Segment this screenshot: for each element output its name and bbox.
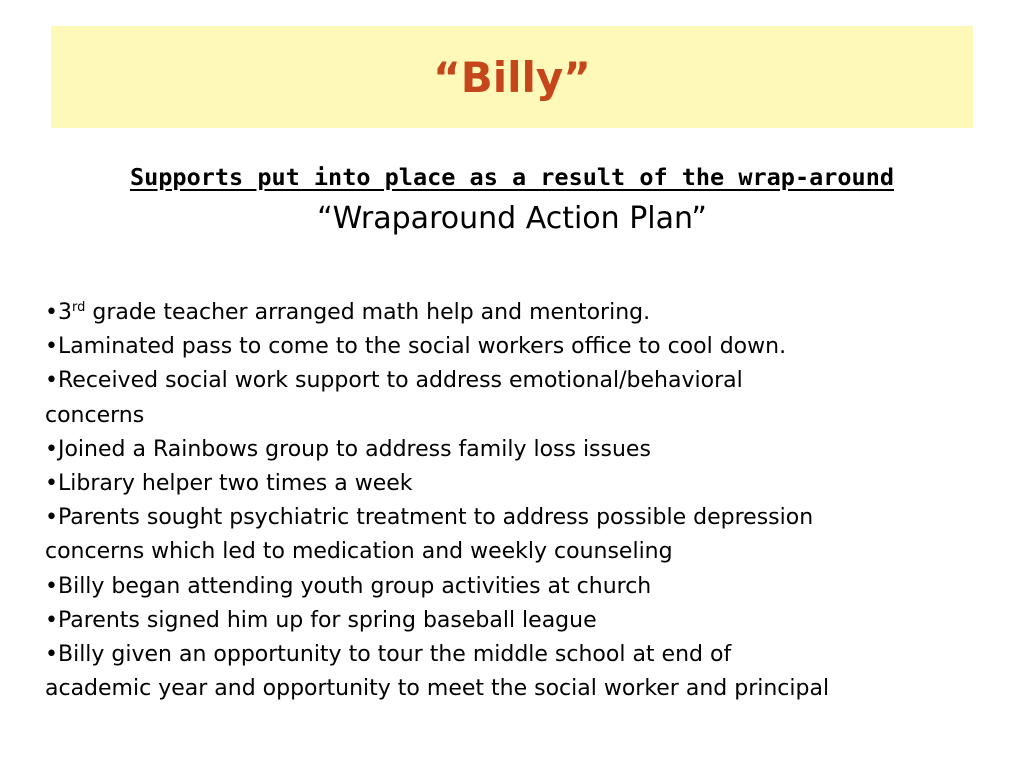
bullet-text: Parents signed him up for spring baseball league — [57, 607, 597, 633]
bullet-mark: • — [45, 607, 58, 633]
bullet-item-3 — [45, 364, 985, 398]
bullet-text: concerns which led to medication and weekly counseling — [45, 539, 673, 565]
bullet-mark: • — [45, 642, 58, 668]
bullet-mark: • — [45, 505, 58, 531]
bullet-text: Billy began attending youth group activities at church — [57, 573, 652, 599]
bullet-text: academic year and opportunity to meet the social worker and principal — [45, 676, 830, 702]
bullet-continuation-6 — [45, 535, 985, 569]
bullet-text: Received social work support to address emotional/behavioral — [57, 368, 743, 394]
bullet-text: Billy given an opportunity to tour the middle school at end of — [57, 642, 732, 668]
bullet-list — [45, 296, 985, 706]
bullet-mark: • — [45, 300, 58, 325]
bullet-text: Joined a Rainbows group to address family loss issues — [57, 436, 651, 462]
grade-superscript: rd — [71, 300, 86, 315]
bullet-continuation-9 — [45, 672, 985, 706]
bullet-mark: • — [45, 436, 58, 462]
bullet-item-9 — [45, 638, 985, 672]
bullet-text: Laminated pass to come to the social workers office to cool down. — [57, 334, 787, 360]
bullet-mark: • — [45, 334, 58, 360]
bullet-mark: • — [45, 368, 58, 394]
bullet-item-6 — [45, 501, 985, 535]
slide-subtitle: Supports put into place as a result of the wrap-around — [129, 163, 894, 191]
slide-title: “Billy” — [433, 52, 591, 102]
title-banner — [51, 26, 973, 128]
grade-number: 3 — [57, 300, 72, 325]
bullet-text: concerns — [45, 402, 145, 428]
bullet-text: Parents sought psychiatric treatment to address possible depression — [57, 505, 814, 531]
bullet-item-2 — [45, 330, 985, 364]
bullet-item-7 — [45, 570, 985, 604]
bullet-item-5 — [45, 467, 985, 501]
bullet-text: Library helper two times a week — [57, 471, 413, 497]
bullet-continuation-3 — [45, 399, 985, 433]
bullet-mark: • — [45, 471, 58, 497]
bullet-text: grade teacher arranged math help and mentoring. — [85, 300, 651, 325]
bullet-item-8 — [45, 604, 985, 638]
bullet-item-4 — [45, 433, 985, 467]
bullet-item-1 — [45, 296, 985, 330]
bullet-mark: • — [45, 573, 58, 599]
plan-title: “Wraparound Action Plan” — [317, 201, 707, 236]
